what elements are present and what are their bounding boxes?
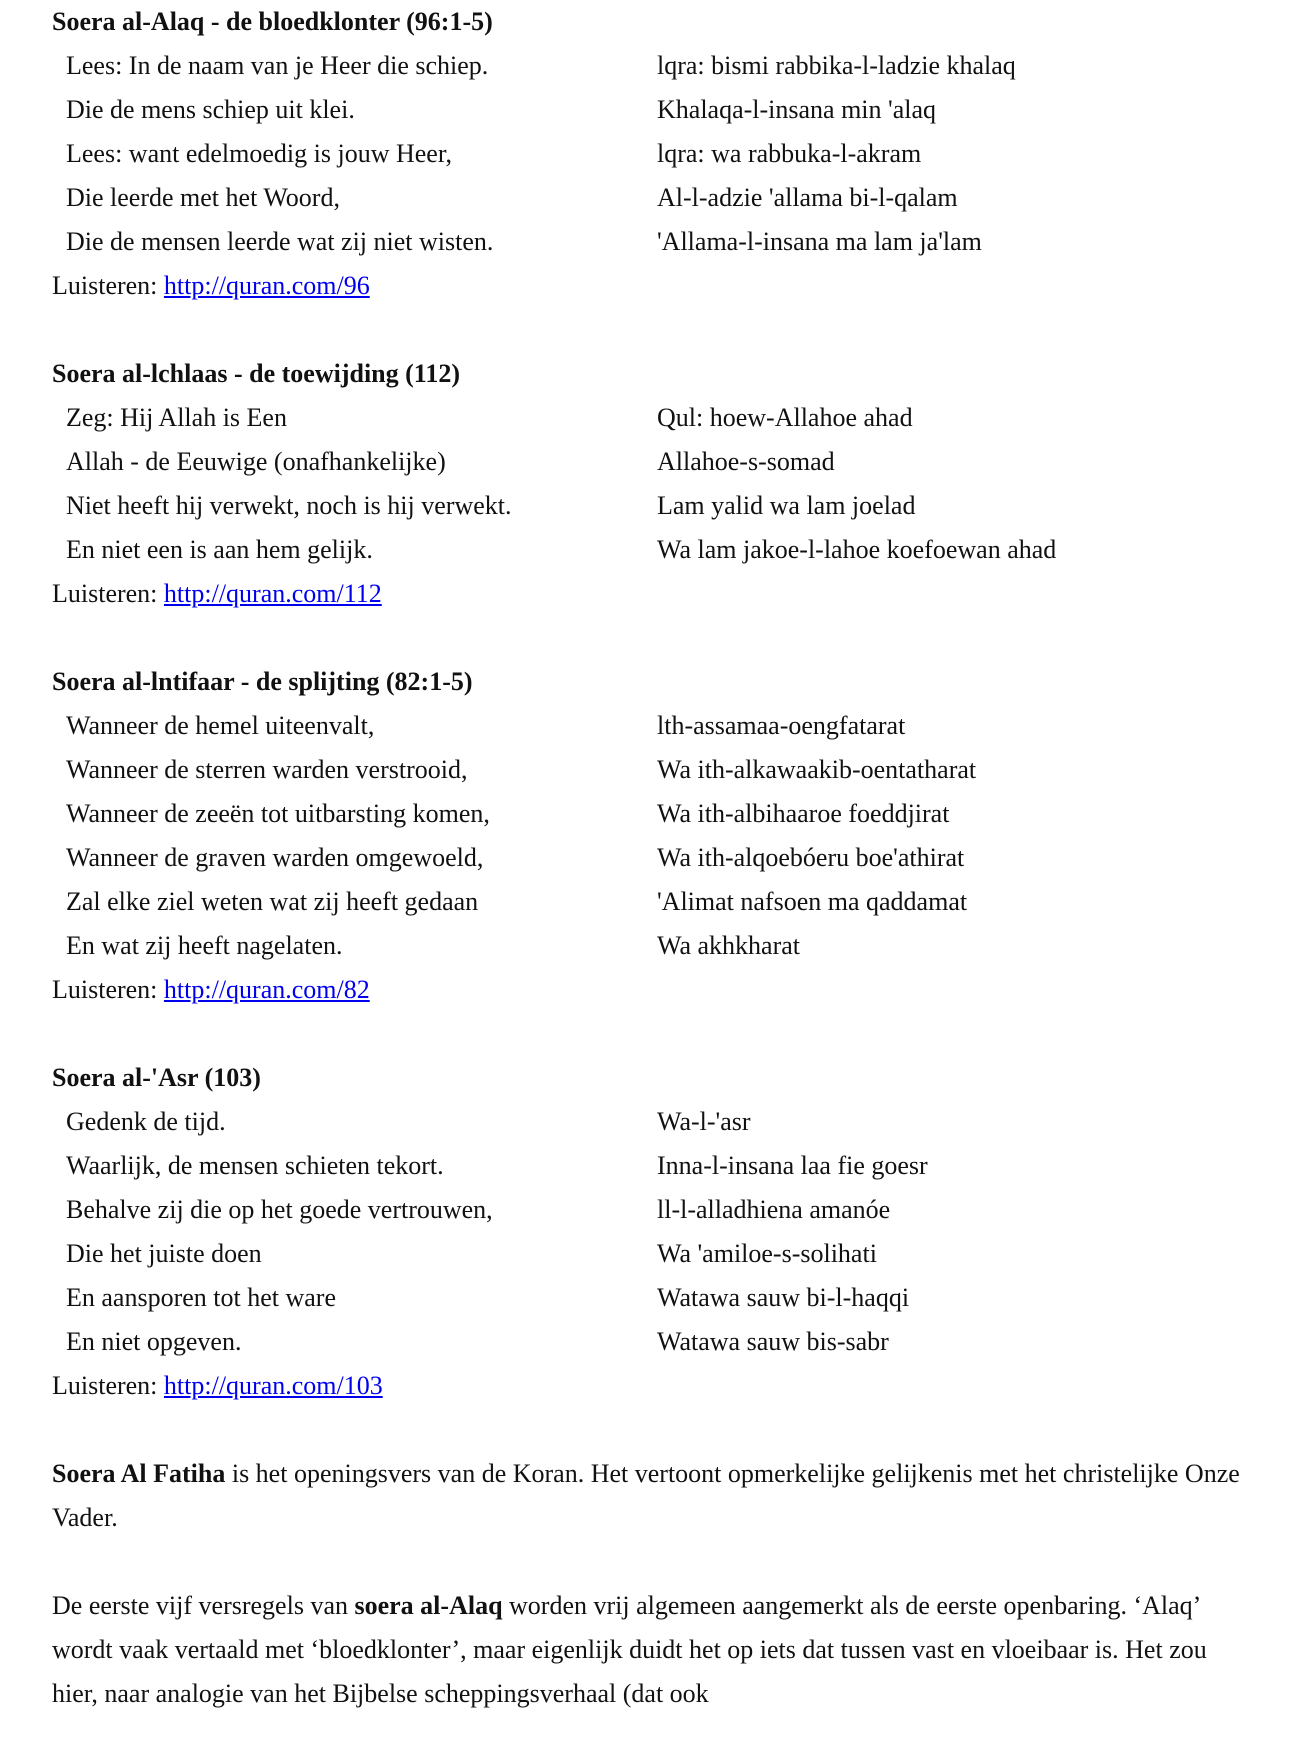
paragraph-bold: Soera Al Fatiha bbox=[52, 1459, 226, 1488]
verse-dutch: Die de mensen leerde wat zij niet wisten. bbox=[66, 227, 494, 256]
listen-line bbox=[52, 264, 1292, 308]
verse-dutch: Die de mens schiep uit klei. bbox=[66, 95, 355, 124]
verse-transliteration: lqra: bismi rabbika-l-ladzie khalaq bbox=[657, 51, 1016, 80]
sura-section-al-intifaar bbox=[52, 660, 1292, 1012]
listen-link[interactable]: http://quran.com/103 bbox=[163, 1371, 383, 1400]
verse-row bbox=[52, 748, 1292, 792]
verse-dutch: Zal elke ziel weten wat zij heeft gedaan bbox=[66, 887, 479, 916]
verse-dutch: Lees: want edelmoedig is jouw Heer, bbox=[66, 139, 452, 168]
verse-row bbox=[52, 1144, 1292, 1188]
verse-transliteration: Watawa sauw bis-sabr bbox=[657, 1327, 889, 1356]
verse-dutch: En niet opgeven. bbox=[66, 1327, 242, 1356]
listen-line bbox=[52, 968, 1292, 1012]
verse-dutch: Gedenk de tijd. bbox=[66, 1107, 226, 1136]
verse-transliteration: Wa ith-albihaaroe foeddjirat bbox=[657, 799, 950, 828]
verse-transliteration: lth-assamaa-oengfatarat bbox=[657, 711, 906, 740]
verse-row bbox=[52, 1232, 1292, 1276]
verse-transliteration: 'Alimat nafsoen ma qaddamat bbox=[657, 887, 968, 916]
verse-dutch: En niet een is aan hem gelijk. bbox=[66, 535, 373, 564]
paragraph-text: worden vrij algemeen aangemerkt als de eerste openbaring. ‘Alaq’ wordt vaak vertaald met ‘bloedklonter’, maar eigenlijk duidt het op iets dat tussen vast en vloeibaar is. Het zou hier, naar analogie van het Bijbelse scheppingsverhaal (dat ook bbox=[52, 1591, 1207, 1708]
verse-dutch: Niet heeft hij verwekt, noch is hij verwekt. bbox=[66, 491, 512, 520]
verse-dutch: Behalve zij die op het goede vertrouwen, bbox=[66, 1195, 493, 1224]
verse-transliteration: Al-l-adzie 'allama bi-l-qalam bbox=[657, 183, 958, 212]
verse-transliteration: Inna-l-insana laa fie goesr bbox=[657, 1151, 928, 1180]
verse-dutch: Wanneer de sterren warden verstrooid, bbox=[66, 755, 468, 784]
verse-row bbox=[52, 396, 1292, 440]
listen-label: Luisteren: bbox=[52, 1371, 164, 1400]
verse-transliteration: Wa-l-'asr bbox=[657, 1107, 751, 1136]
verse-transliteration: lqra: wa rabbuka-l-akram bbox=[657, 139, 922, 168]
verse-dutch: Wanneer de hemel uiteenvalt, bbox=[66, 711, 375, 740]
paragraph-al-fatiha bbox=[52, 1452, 1242, 1540]
listen-line bbox=[52, 572, 1292, 616]
sura-section-al-alaq bbox=[52, 0, 1292, 308]
paragraph-bold: soera al-Alaq bbox=[354, 1591, 503, 1620]
verse-transliteration: 'Allama-l-insana ma lam ja'lam bbox=[657, 227, 982, 256]
listen-label: Luisteren: bbox=[52, 271, 164, 300]
listen-label: Luisteren: bbox=[52, 579, 164, 608]
paragraph-text: De eerste vijf versregels van bbox=[52, 1591, 355, 1620]
listen-line bbox=[52, 1364, 1292, 1408]
verse-transliteration: Lam yalid wa lam joelad bbox=[657, 491, 916, 520]
listen-link[interactable]: http://quran.com/112 bbox=[163, 579, 382, 608]
verse-transliteration: Wa akhkharat bbox=[657, 931, 800, 960]
paragraph-al-alaq bbox=[52, 1584, 1242, 1716]
paragraph-text: is het openingsvers van de Koran. Het vertoont opmerkelijke gelijkenis met het christelijke Onze Vader. bbox=[52, 1459, 1240, 1532]
verse-row bbox=[52, 44, 1292, 88]
verse-transliteration: ll-l-alladhiena amanóe bbox=[657, 1195, 891, 1224]
sura-section-al-asr bbox=[52, 1056, 1292, 1408]
verse-transliteration: Allahoe-s-somad bbox=[657, 447, 835, 476]
verse-transliteration: Watawa sauw bi-l-haqqi bbox=[657, 1283, 910, 1312]
verse-row bbox=[52, 924, 1292, 968]
verse-row bbox=[52, 792, 1292, 836]
sura-heading: Soera al-'Asr (103) bbox=[52, 1063, 261, 1092]
verse-dutch: Waarlijk, de mensen schieten tekort. bbox=[66, 1151, 444, 1180]
verse-row bbox=[52, 176, 1292, 220]
verse-dutch: Die leerde met het Woord, bbox=[66, 183, 340, 212]
verse-dutch: Lees: In de naam van je Heer die schiep. bbox=[66, 51, 489, 80]
verse-dutch: En wat zij heeft nagelaten. bbox=[66, 931, 343, 960]
sura-heading: Soera al-lchlaas - de toewijding (112) bbox=[52, 359, 461, 388]
verse-transliteration: Wa ith-alqoebóeru boe'athirat bbox=[657, 843, 965, 872]
verse-row bbox=[52, 528, 1292, 572]
verse-dutch: Allah - de Eeuwige (onafhankelijke) bbox=[66, 447, 446, 476]
verse-row bbox=[52, 1188, 1292, 1232]
verse-dutch: Zeg: Hij Allah is Een bbox=[66, 403, 287, 432]
verse-transliteration: Wa 'amiloe-s-solihati bbox=[657, 1239, 877, 1268]
verse-row bbox=[52, 880, 1292, 924]
verse-row bbox=[52, 1320, 1292, 1364]
verse-dutch: Die het juiste doen bbox=[66, 1239, 262, 1268]
verse-row bbox=[52, 88, 1292, 132]
verse-row bbox=[52, 220, 1292, 264]
verse-transliteration: Wa ith-alkawaakib-oentatharat bbox=[657, 755, 977, 784]
sura-section-al-ichlaas bbox=[52, 352, 1292, 616]
listen-label: Luisteren: bbox=[52, 975, 164, 1004]
verse-row bbox=[52, 1276, 1292, 1320]
verse-transliteration: Qul: hoew-Allahoe ahad bbox=[657, 403, 913, 432]
listen-link[interactable]: http://quran.com/82 bbox=[163, 975, 370, 1004]
verse-row bbox=[52, 1100, 1292, 1144]
verse-row bbox=[52, 132, 1292, 176]
verse-row bbox=[52, 704, 1292, 748]
verse-row bbox=[52, 484, 1292, 528]
verse-dutch: Wanneer de graven warden omgewoeld, bbox=[66, 843, 484, 872]
sura-heading: Soera al-Alaq - de bloedklonter (96:1-5) bbox=[52, 7, 493, 36]
verse-row bbox=[52, 440, 1292, 484]
sura-heading: Soera al-lntifaar - de splijting (82:1-5) bbox=[52, 667, 473, 696]
document-page bbox=[52, 0, 1292, 1760]
listen-link[interactable]: http://quran.com/96 bbox=[163, 271, 370, 300]
verse-dutch: En aansporen tot het ware bbox=[66, 1283, 337, 1312]
verse-transliteration: Wa lam jakoe-l-lahoe koefoewan ahad bbox=[657, 535, 1057, 564]
verse-dutch: Wanneer de zeeën tot uitbarsting komen, bbox=[66, 799, 490, 828]
verse-row bbox=[52, 836, 1292, 880]
verse-transliteration: Khalaqa-l-insana min 'alaq bbox=[657, 95, 937, 124]
